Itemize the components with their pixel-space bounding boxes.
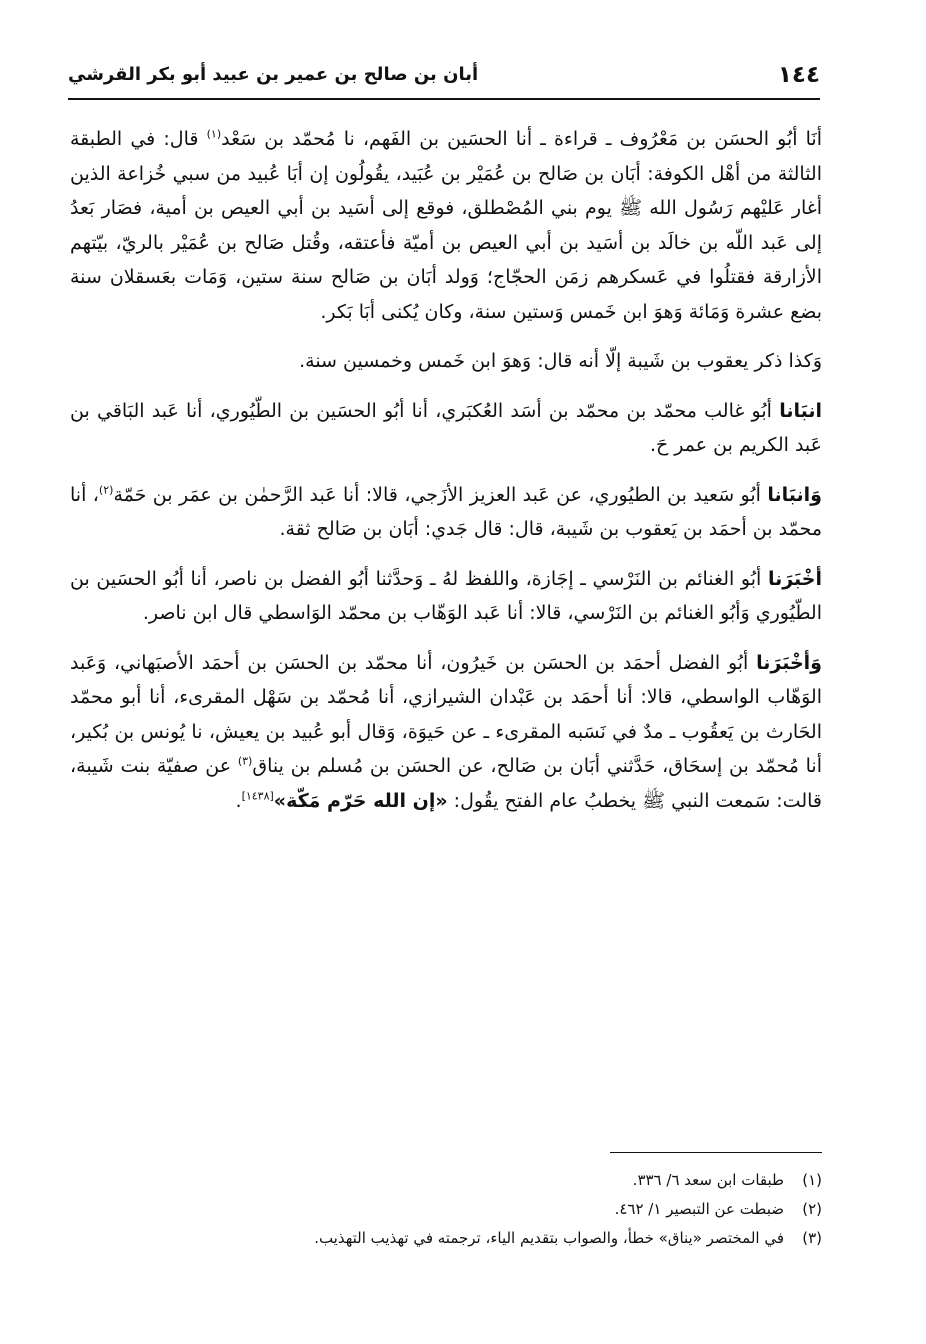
hadith-quote: «إن الله حَرّم مَكّة» [273,789,448,812]
transmission-term: وَأخْبَرَنا [756,651,822,674]
page-number: ١٤٤ [777,62,820,88]
footnote-ref-3: (٣) [237,754,253,768]
footnote-rule [610,1152,822,1153]
footnote-3 [104,1224,822,1253]
paragraph-5 [70,562,822,631]
transmission-term: وَانبَانا [767,483,822,506]
footnote-2 [104,1195,822,1224]
main-text [70,122,822,833]
paragraph-3 [70,394,822,463]
paragraph-1 [70,122,822,329]
footnote-text: في المختصر «يناق» خطأ، والصواب بتقديم الياء، ترجمته في تهذيب التهذيب. [314,1229,784,1247]
footnote-ref-2: (٢) [98,483,114,497]
paragraph-2 [70,344,822,379]
transmission-term: انبَانا [779,399,822,422]
paragraph-text-continued: عن صفيّة بنت شَيبة، قالت: سَمعت النبي ﷺ يخطبُ عام الفتح يقُول: [70,755,822,812]
footnote-mark: (٢) [802,1200,822,1218]
footnote-ref-1: (١) [206,127,222,141]
paragraph-text: أبُو الفضل أحمَد بن الحسَن بن خَيرُون، أنا محمّد بن الحسَن بن أحمَد الأصبَهاني، وَعَبد الوَهّاب الواسطي، قالا: أنا أحمَد بن عَبْدان الشيرازي، أنا مُحمّد بن سَهْل المقرىء، أنا أبو محمّد الحَارث بن يَعقُوب ـ مدٌ في نَسَبه المقرىء ـ عن حَيوَة، وَقال أبو عُبيد بن يعيش، نا يُونس بن بُكير، أنا مُحمّد بن إسحَاق، حَدَّثني أبَان بن صَالح، عن الحسَن بن مُسلم بن يناق [70,651,822,777]
paragraph-text: أبُو الغنائم بن النَرْسي ـ إجَازة، واللفظ لهُ ـ وَحدَّثنا أبُو الفضل بن ناصر، أنا أبُو الحسَين بن الطّيُوري وَأبُو الغنائم بن النَرْسي، قالا: أنا عَبد الوَهّاب بن محمّد الوَاسطي قال ابن ناصر. [70,567,822,624]
footnote-text: طبقات ابن سعد ٦/ ٣٣٦. [632,1171,784,1189]
paragraph-text: أنَا أبُو الحسَن بن مَعْرُوف ـ قراءة ـ أنا الحسَين بن الفَهم، نا مُحمّد بن سَعْد [221,128,822,150]
transmission-term: أخْبَرَنا [767,567,822,590]
running-title: أبان بن صالح بن عمير بن عبيد أبو بكر القرشي [68,64,479,85]
footnote-mark: (٣) [802,1229,822,1247]
paragraph-text: وَكذا ذكر يعقوب بن شَيبة إلّا أنه قال: وَهوَ ابن خَمس وخمسين سنة. [299,350,822,372]
footnote-mark: (١) [802,1171,822,1189]
paragraph-text-continued: ، أنا محمّد بن أحمَد بن يَعقوب بن شَيبة، قال: قال جَدي: أبَان بن صَالح ثقة. [70,483,822,540]
footnote-1 [104,1166,822,1195]
paragraph-6 [70,646,822,819]
page-header [68,56,820,100]
paragraph-4 [70,478,822,547]
hadith-number: [١٤٣٨] [241,789,274,803]
footnote-text: ضبطت عن التبصير ١/ ٤٦٢. [614,1200,784,1218]
paragraph-end: . [235,789,242,812]
header-rule [68,98,820,100]
paragraph-text: أبُو غالب محمّد بن محمّد بن أسَد العُكبَري، أنا أبُو الحسَين بن الطّيُوري، أنا عَبد البَاقي بن عَبد الكريم بن عمر حَ. [70,399,822,456]
footnotes [104,1166,822,1253]
paragraph-text: أبُو سَعيد بن الطيُوري، عن عَبد العزيز الأزَجي، قالا: أنا عَبد الرَّحمٰن بن عمَر بن حَمّة [113,483,768,506]
paragraph-text-continued: قال: في الطبقة الثالثة من أهْل الكوفة: أبَان بن صَالح بن عُمَيْر بن عُبَيد، يقُولُون إن أبَا عُبيد من سبي خُزاعة الذين أغار عَليْهم رَسُول الله ﷺ يوم بني المُصْطلق، فوقع إلى أسَيد بن أبي العيص بن أمية، فصَار بَعدُ إلى عَبد اللّه بن خالَد بن أسَيد بن أبي العيص بن أميّة فأعتقه، وقُتل صَالح بن عُمَيْر بالريّ، بيّتهم الأزارقة فقتلُوا في عَسكرهم زمَن الحجّاج؛ وَولد أبَان بن صَالح سنة ستين، وَمَات بعَسقلان سنة بضع عشرة وَمَائة وَهوَ ابن خَمس وَستين سنة، وكان يُكنى أبَا بَكر. [70,128,822,323]
